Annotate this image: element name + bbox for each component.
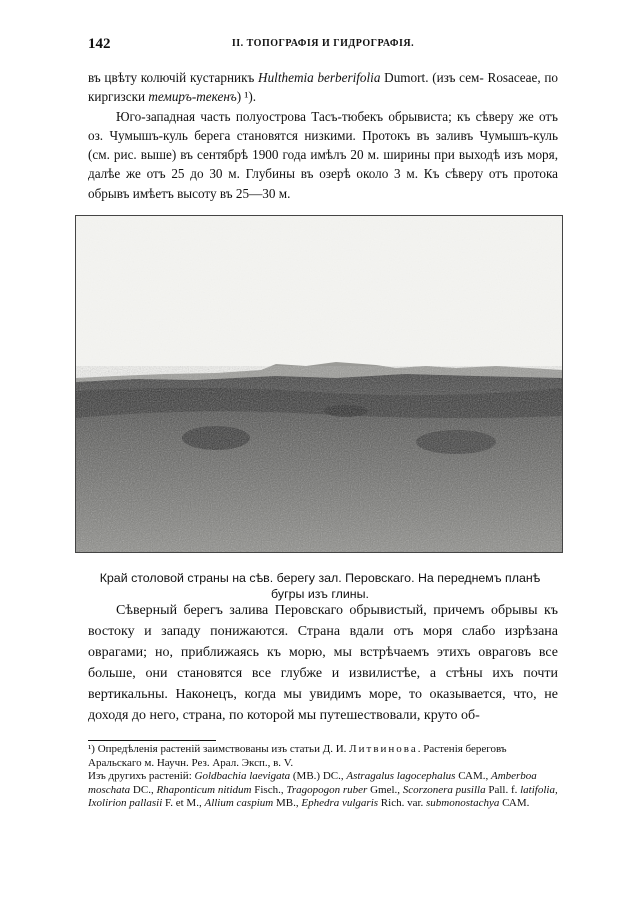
paragraph-continuation: въ цвѣту колючій кустарникъ Hulthemia berberifolia Dumort. (изъ сем- Rosaceae, по киргизски темиръ-текенъ) ¹).	[88, 70, 558, 105]
paragraph-perovsky-bay: Сѣверный берегъ залива Перовскаго обрывистый, причемъ обрывы къ востоку и западу понижаются. Страна вдали отъ моря слабо изрѣзана оврагами; но, приближаясь къ морю, мы встрѣчаемъ этихъ овраговъ все больше, они становятся все глубже и извилистѣе, а стѣны ихъ почти вертикальны. Наконецъ, когда мы увидимъ море, то оказывается, что, не доходя до него, страна, по которой мы путешествовали, круто об-	[88, 603, 558, 723]
text-block-bottom	[88, 600, 558, 726]
plant-local-name: темиръ-текенъ	[148, 89, 237, 105]
photo-image	[76, 216, 562, 552]
footnotes	[88, 743, 558, 811]
running-title: II. ТОПОГРАФІЯ И ГИДРОГРАФІЯ.	[231, 38, 415, 49]
figure-caption: Край столовой страны на сѣв. берегу зал. Перовскаго. На переднемъ планѣ бугры изъ глины.	[99, 571, 541, 601]
text-block-top	[88, 68, 558, 203]
page-number: 142	[88, 36, 111, 52]
footnote-rule	[88, 740, 216, 741]
landscape-photo	[75, 215, 563, 553]
author-name: Литвинова	[349, 743, 418, 755]
footnote-1: ¹) Опредѣленія растеній заимствованы изъ статьи Д. И. Литвинова. Растенія береговъ Аральскаго м. Научн. Рез. Арал. Эксп., в. V.	[88, 743, 507, 769]
footnote-plant-list: Изъ другихъ растеній: Goldbachia laevigata (MB.) DC., Astragalus lagocephalus САМ., Amberboa moschata DC., Rhaponticum nitidum Fisch., Tragopogon ruber Gmel., Scorzonera pusilla Pall. f. latifolia, Ixolirion pallasii F. et M., Allium caspium MB., Ephedra vulgaris Rich. var. submonostachya САМ.	[88, 770, 558, 810]
paragraph-tas-tubek: Юго-западная часть полуострова Тасъ-тюбекъ обрывиста; къ сѣверу же отъ оз. Чумышъ-куль берега становятся низкими. Протокъ въ заливъ Чумышъ-куль (см. рис. выше) въ сентябрѣ 1900 года имѣлъ 20 м. ширины при выходѣ изъ моря, далѣе же отъ 25 до 30 м. Глубины въ озерѣ около 3 м. Къ сѣверу отъ протока обрывъ имѣетъ высоту въ 25—30 м.	[88, 108, 558, 201]
page-header	[88, 36, 558, 56]
plant-latin-name: Hulthemia berberifolia	[258, 70, 381, 85]
